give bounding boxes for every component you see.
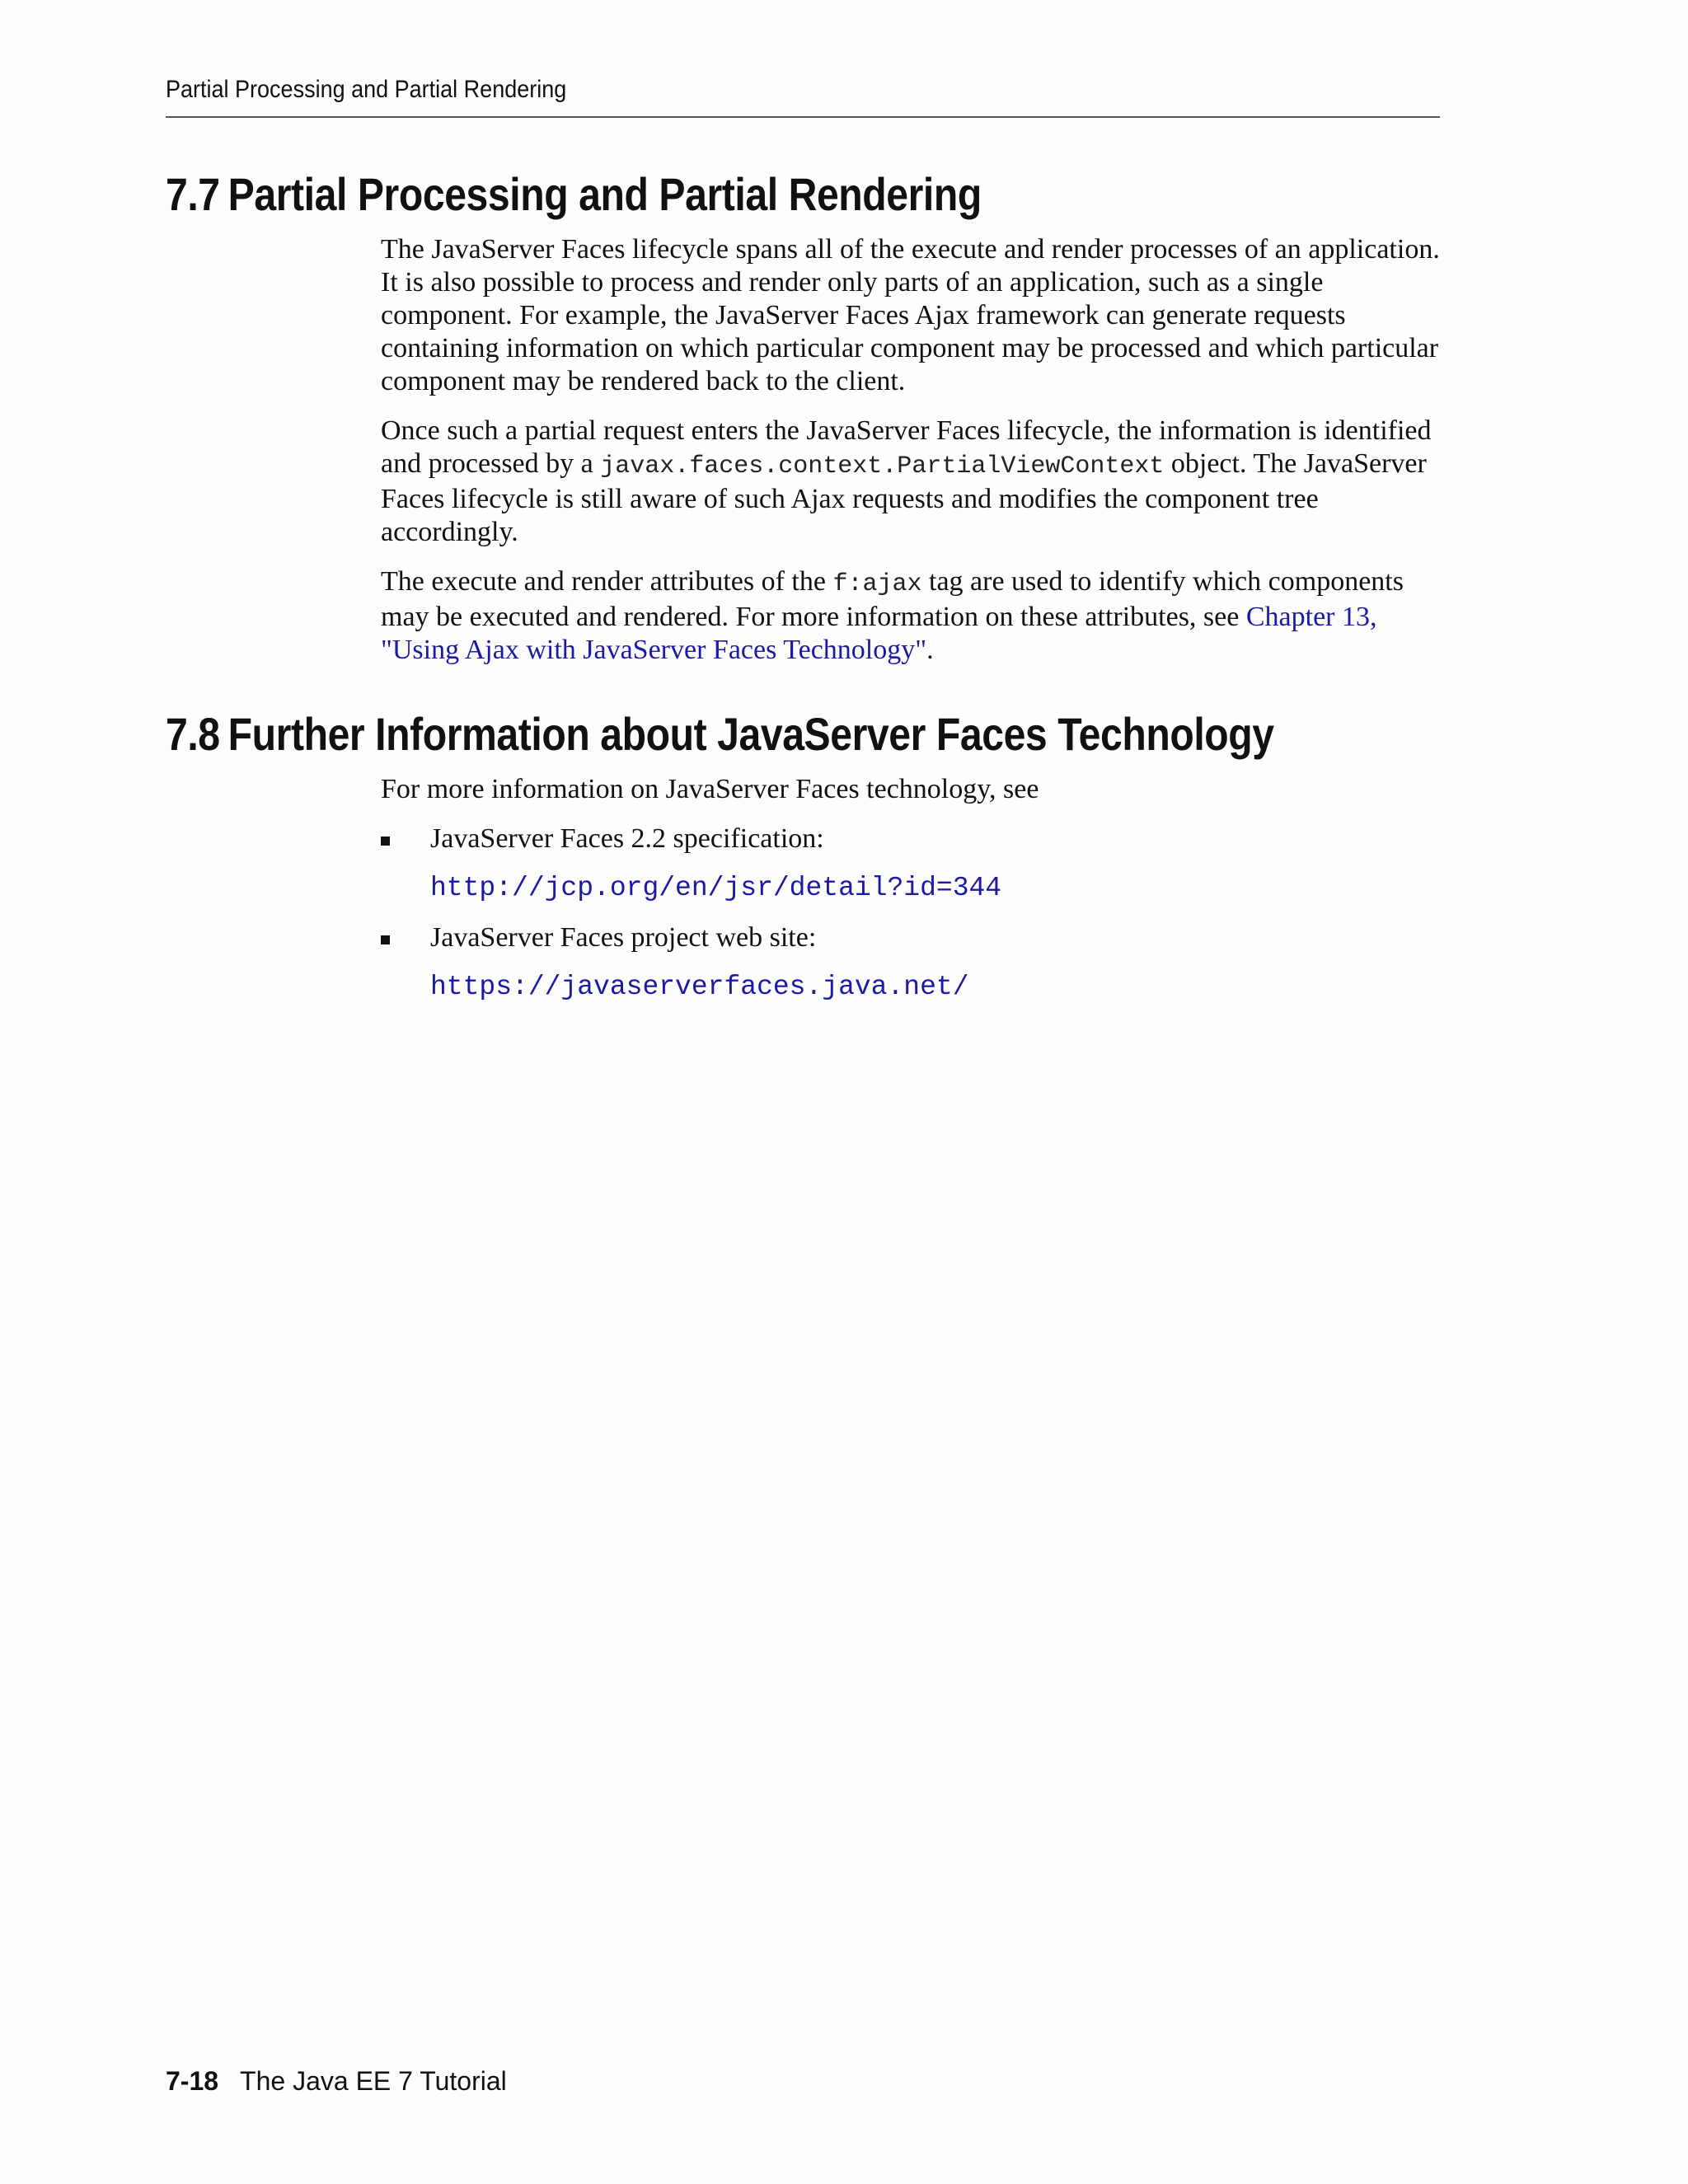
list-item	[381, 921, 1452, 1004]
section-heading-7-7	[166, 167, 982, 221]
resource-label: JavaServer Faces project web site:	[430, 922, 817, 953]
javaserverfaces-site-link[interactable]: https://javaserverfaces.java.net/	[430, 972, 969, 1002]
text: tag are used to identify which components may be executed and rendered. For more information on these attributes, see	[381, 566, 1404, 632]
text: object. The JavaServer Faces lifecycle is still aware of such Ajax requests and modifies the component tree accordingly.	[381, 448, 1427, 547]
section-7-7-body	[381, 233, 1452, 683]
paragraph-intro: For more information on JavaServer Faces technology, see	[381, 774, 1039, 804]
code-partial-view-context: javax.faces.context.PartialViewContext	[600, 452, 1165, 480]
section-heading-7-8	[166, 707, 1274, 761]
section-7-8-body	[381, 773, 1452, 1020]
chapter-13-link[interactable]: Chapter 13, "Using Ajax with JavaServer Faces Technology"	[381, 602, 1377, 665]
section-title: Further Information about JavaServer Faces Technology	[227, 708, 1274, 760]
section-title: Partial Processing and Partial Rendering	[227, 168, 982, 220]
running-header: Partial Processing and Partial Rendering	[166, 76, 567, 103]
page-footer	[166, 2066, 507, 2097]
bullet-icon	[381, 837, 390, 846]
resource-label: JavaServer Faces 2.2 specification:	[430, 823, 824, 854]
bullet-icon	[381, 935, 390, 944]
text: The execute and render attributes of the	[381, 566, 833, 597]
list-item	[381, 823, 1452, 905]
page-number: 7-18	[166, 2066, 219, 2096]
paragraph-partial-request	[381, 415, 1452, 549]
resource-list	[381, 823, 1452, 1004]
paragraph-lifecycle: The JavaServer Faces lifecycle spans all of the execute and render processes of an application. It is also possible to process and render only parts of an application, such as a single component. For example, the JavaServer Faces Ajax framework can generate requests containing information on which particular component may be processed and which particular component may be rendered back to the client.	[381, 234, 1440, 396]
book-title: The Java EE 7 Tutorial	[240, 2066, 507, 2096]
section-number: 7.7	[166, 168, 220, 220]
jsr-344-link[interactable]: http://jcp.org/en/jsr/detail?id=344	[430, 873, 1002, 903]
section-number: 7.8	[166, 708, 220, 760]
text: .	[926, 635, 934, 665]
code-f-ajax: f:ajax	[832, 570, 922, 598]
text: Once such a partial request enters the JavaServer Faces lifecycle, the information is identified and processed by a	[381, 415, 1432, 479]
header-rule	[166, 116, 1440, 118]
paragraph-ajax-attributes	[381, 565, 1452, 667]
